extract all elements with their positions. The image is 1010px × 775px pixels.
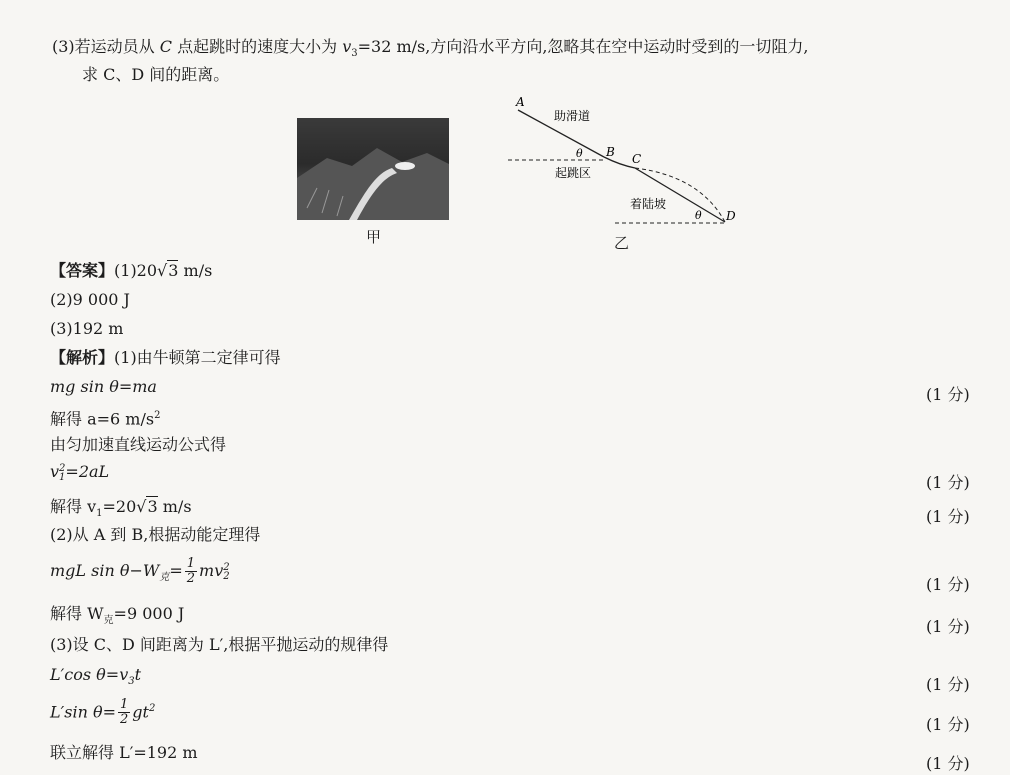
landing-slope-line xyxy=(635,168,725,222)
label-landing-slope: 着陆坡 xyxy=(630,197,667,211)
analysis-line-8: mgL $\sin \theta-W_克=$ $\frac{1}{2}$ mv 2 2 xyxy=(50,556,230,586)
analysis-line-4: 由匀加速直线运动公式得 xyxy=(50,435,227,454)
fraction-half: $\frac{1}{2}$ xyxy=(186,556,196,586)
score-1: (1 分) xyxy=(926,385,970,404)
label-theta-upper: θ xyxy=(576,147,583,160)
analysis-line-3: 解得 a=6 $m/s^2$ xyxy=(50,409,161,429)
score-4: (1 分) xyxy=(926,575,970,594)
question-line-2: 求 C、D 间的距离。 xyxy=(82,65,230,84)
score-6: (1 分) xyxy=(926,675,970,694)
analysis-line-11: L′cos $\theta=v_3t$ xyxy=(50,665,142,688)
label-b: B xyxy=(606,145,615,159)
analysis-line-2: mg sin θ=ma xyxy=(50,377,157,396)
analysis-line-9: 解得 $W_克=9$ 000 J xyxy=(50,604,185,627)
question-line-1: (3)若运动员从 C 点起跳时的速度大小为 $v_3=32$ m/s,方向沿水平方向,忽略其在空中运动时受到的一切阻力, xyxy=(52,37,809,60)
answer-line-1: 【答案】(1)20√3 m/s xyxy=(50,261,213,280)
answer-line-3: (3)192 m xyxy=(50,319,124,338)
label-theta-lower: θ xyxy=(695,209,702,222)
answer-line-2: (2)9 000 J xyxy=(50,290,130,309)
label-d: D xyxy=(726,209,736,223)
analysis-line-5: v 2 1 =2aL xyxy=(50,462,110,483)
score-8: (1 分) xyxy=(926,754,970,773)
score-5: (1 分) xyxy=(926,617,970,636)
analysis-line-10: (3)设 C、D 间距离为 L′,根据平抛运动的规律得 xyxy=(50,635,389,654)
ski-jump-diagram xyxy=(500,90,750,250)
score-3: (1 分) xyxy=(926,507,970,526)
jump-tower xyxy=(395,162,415,170)
analysis-line-13: 联立解得 L′=192 m xyxy=(50,743,198,762)
analysis-line-6: 解得 $v_1=20√3$ m/s xyxy=(50,497,192,520)
label-takeoff-zone: 起跳区 xyxy=(555,166,592,180)
caption-jia: 甲 xyxy=(366,228,382,246)
label-runway: 助滑道 xyxy=(554,109,591,123)
ski-jump-photo xyxy=(297,118,449,220)
analysis-line-1: 【解析】(1)由牛顿第二定律可得 xyxy=(50,348,281,367)
caption-yi: 乙 xyxy=(614,234,630,252)
score-2: (1 分) xyxy=(926,473,970,492)
analysis-line-12: L′sin θ= $\frac{1}{2}$ $gt^2$ xyxy=(50,697,156,728)
fraction-half-2: $\frac{1}{2}$ xyxy=(120,697,129,728)
label-c: C xyxy=(632,152,642,166)
ski-jump-photo-drawing xyxy=(297,118,449,220)
analysis-line-7: (2)从 A 到 B,根据动能定理得 xyxy=(50,525,261,544)
label-a: A xyxy=(516,95,525,109)
score-7: (1 分) xyxy=(926,715,970,734)
